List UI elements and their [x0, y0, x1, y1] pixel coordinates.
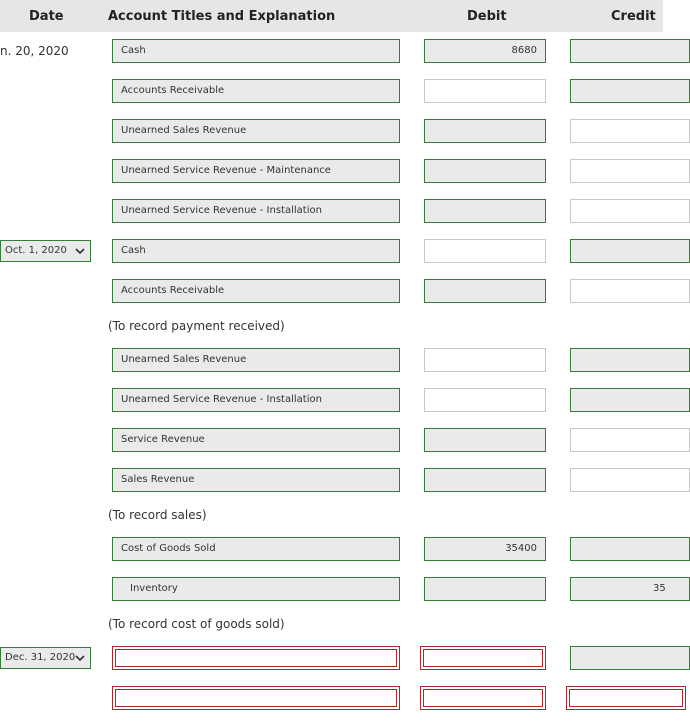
credit-field[interactable]: 35	[570, 577, 690, 601]
credit-field[interactable]	[570, 428, 690, 452]
date-select-value: Oct. 1, 2020	[5, 245, 67, 256]
account-field[interactable]: Cash	[112, 239, 400, 263]
account-field[interactable]: Accounts Receivable	[112, 79, 400, 103]
date-select-value: Dec. 31, 2020	[5, 652, 76, 663]
debit-field[interactable]	[424, 119, 546, 143]
account-field[interactable]: Unearned Service Revenue - Installation	[112, 199, 400, 223]
debit-field[interactable]	[424, 279, 546, 303]
account-field[interactable]: Cost of Goods Sold	[112, 537, 400, 561]
debit-field[interactable]: 8680	[424, 39, 546, 63]
credit-field[interactable]	[570, 39, 690, 63]
debit-field[interactable]	[424, 577, 546, 601]
date-select[interactable]	[0, 647, 91, 669]
account-field[interactable]	[112, 686, 400, 710]
credit-field[interactable]	[570, 537, 690, 561]
entry-explanation: (To record sales)	[108, 508, 207, 522]
header-account: Account Titles and Explanation	[108, 9, 336, 24]
debit-field[interactable]: 35400	[424, 537, 546, 561]
credit-field[interactable]	[570, 348, 690, 372]
account-field[interactable]: Sales Revenue	[112, 468, 400, 492]
debit-field[interactable]	[424, 159, 546, 183]
entry-explanation: (To record payment received)	[108, 319, 285, 333]
chevron-down-icon	[75, 652, 85, 664]
account-field[interactable]	[112, 646, 400, 670]
credit-field[interactable]	[570, 119, 690, 143]
debit-field[interactable]	[424, 239, 546, 263]
debit-field[interactable]	[420, 686, 546, 710]
debit-field[interactable]	[424, 199, 546, 223]
header-credit: Credit	[611, 9, 656, 24]
credit-field[interactable]	[570, 159, 690, 183]
credit-field[interactable]	[570, 388, 690, 412]
account-field[interactable]: Inventory	[112, 577, 400, 601]
debit-field[interactable]	[424, 348, 546, 372]
credit-field[interactable]	[570, 468, 690, 492]
debit-field[interactable]	[424, 79, 546, 103]
account-field[interactable]: Unearned Service Revenue - Installation	[112, 388, 400, 412]
debit-field[interactable]	[420, 646, 546, 670]
debit-field[interactable]	[424, 428, 546, 452]
account-field[interactable]: Unearned Service Revenue - Maintenance	[112, 159, 400, 183]
account-field[interactable]: Accounts Receivable	[112, 279, 400, 303]
header-debit: Debit	[467, 9, 507, 24]
date-select[interactable]	[0, 240, 91, 262]
credit-field[interactable]	[570, 279, 690, 303]
credit-field[interactable]	[570, 199, 690, 223]
header-date: Date	[29, 9, 64, 24]
entry-explanation: (To record cost of goods sold)	[108, 617, 285, 631]
entry1-date: n. 20, 2020	[0, 44, 69, 58]
chevron-down-icon	[75, 245, 85, 257]
debit-field[interactable]	[424, 468, 546, 492]
credit-field[interactable]	[570, 79, 690, 103]
table-header	[0, 0, 663, 32]
debit-field[interactable]	[424, 388, 546, 412]
account-field[interactable]: Cash	[112, 39, 400, 63]
credit-field[interactable]	[570, 646, 690, 670]
account-field[interactable]: Unearned Sales Revenue	[112, 119, 400, 143]
credit-field[interactable]	[566, 686, 686, 710]
account-field[interactable]: Service Revenue	[112, 428, 400, 452]
account-field[interactable]: Unearned Sales Revenue	[112, 348, 400, 372]
credit-field[interactable]	[570, 239, 690, 263]
